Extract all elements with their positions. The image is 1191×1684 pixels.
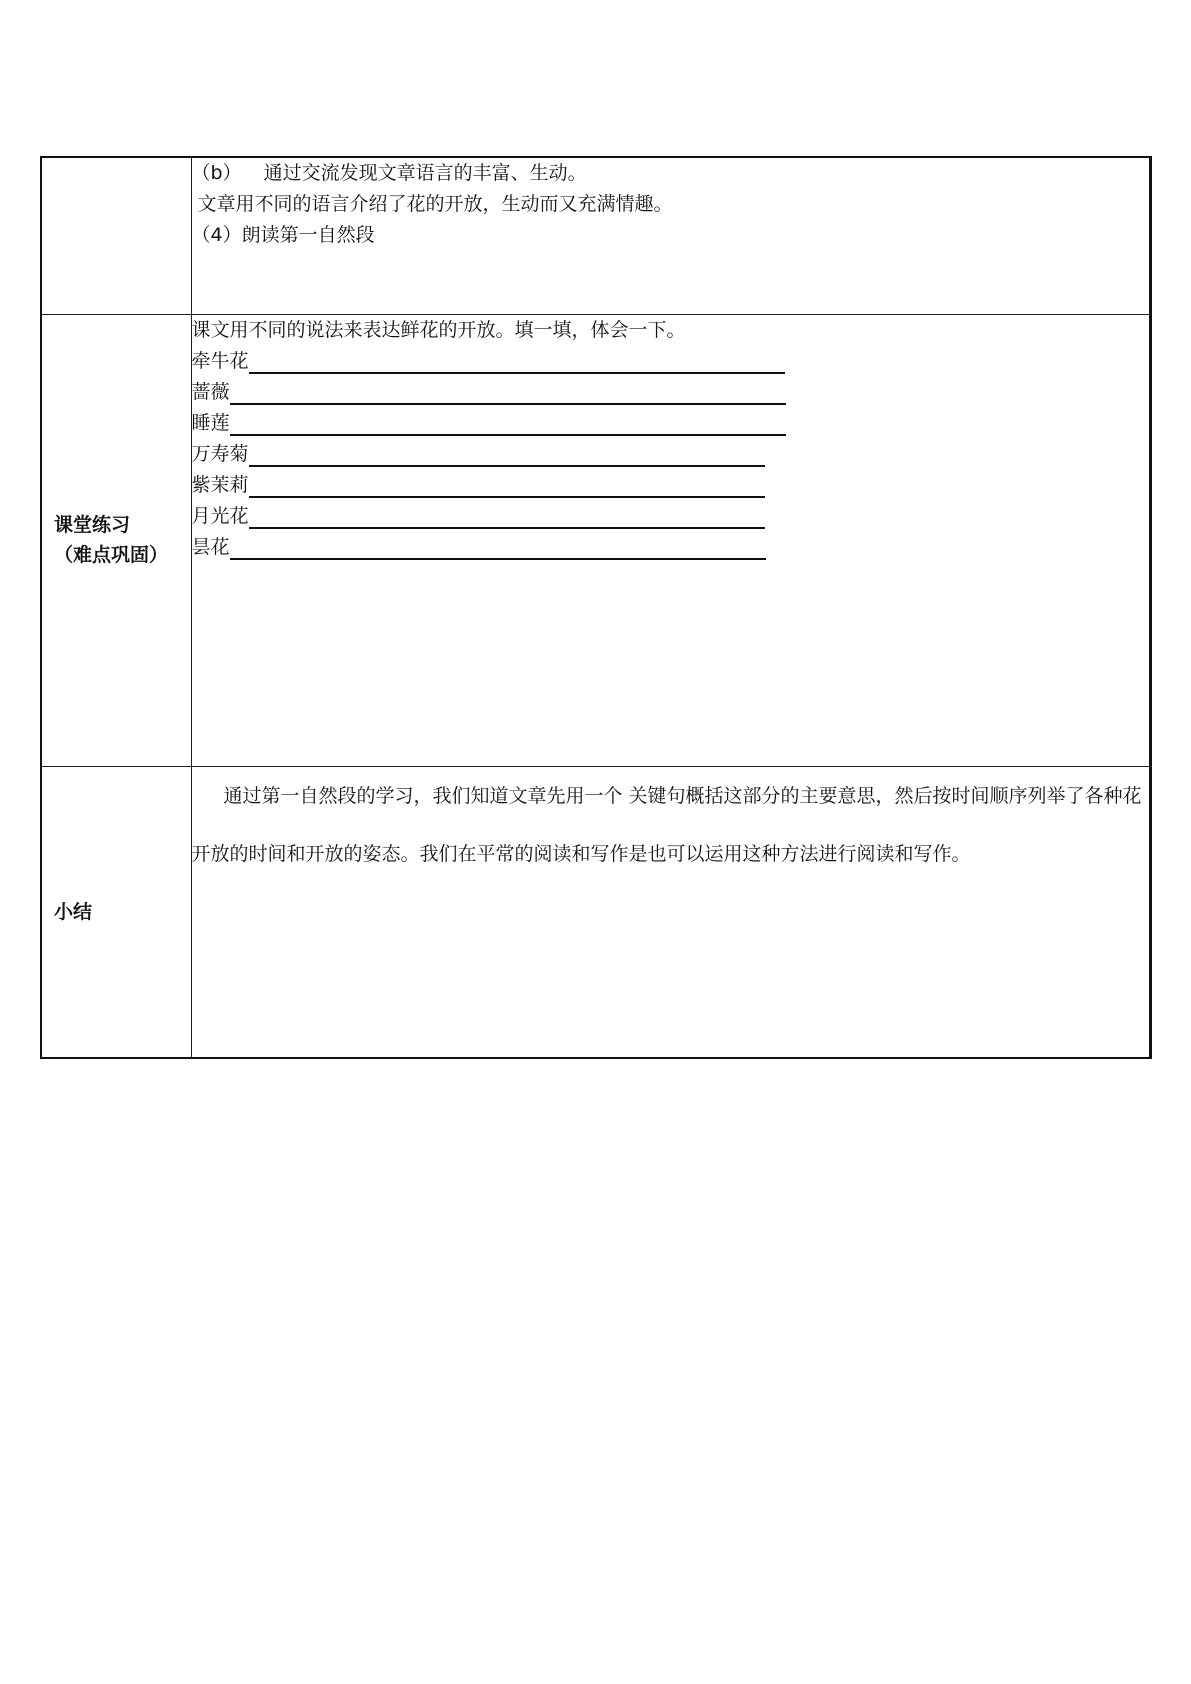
exercise-prompt: 课文用不同的说法来表达鲜花的开放。填一填，体会一下。 [191, 318, 686, 341]
section-label: 课堂练习 [54, 514, 131, 536]
fill-in-row [192, 377, 1150, 408]
answer-blank[interactable] [249, 442, 765, 467]
lesson-plan-table [40, 156, 1152, 1059]
row-label-cell [41, 314, 191, 766]
content-line [192, 220, 1150, 251]
answer-blank[interactable] [230, 411, 786, 436]
flower-name: 紫茉莉 [191, 473, 249, 496]
content-line [192, 158, 1150, 189]
flower-name: 牵牛花 [191, 349, 249, 372]
item-prefix: （b） [191, 162, 242, 184]
content-line: 文章用不同的语言介绍了花的开放，生动而又充满情趣。 [197, 193, 673, 215]
answer-blank[interactable] [230, 535, 766, 560]
flower-name: 月光花 [191, 504, 249, 527]
fill-in-row [192, 501, 1150, 532]
answer-blank[interactable] [249, 349, 785, 374]
row-content-cell [191, 157, 1151, 314]
fill-in-row [192, 346, 1150, 377]
flower-name: 万寿菊 [191, 442, 249, 465]
fill-in-row [192, 532, 1150, 563]
flower-name: 蔷薇 [191, 380, 230, 403]
row-label-cell [41, 766, 191, 1058]
line-text: 通过交流发现文章语言的丰富、生动。 [263, 162, 587, 184]
line-text: 朗读第一自然段 [241, 224, 375, 246]
item-prefix: （4） [191, 224, 242, 246]
fill-in-row [192, 470, 1150, 501]
summary-cell [191, 766, 1151, 1058]
answer-blank[interactable] [230, 380, 786, 405]
fill-in-row [192, 439, 1150, 470]
table-row [41, 314, 1151, 766]
table-row [41, 766, 1151, 1058]
section-sublabel: （难点巩固） [54, 544, 169, 566]
answer-blank[interactable] [249, 473, 765, 498]
row-label-cell [41, 157, 191, 314]
table-row [41, 157, 1151, 314]
exercise-cell [191, 314, 1151, 766]
answer-blank[interactable] [249, 504, 765, 529]
flower-name: 睡莲 [191, 411, 230, 434]
flower-name: 昙花 [191, 535, 230, 558]
summary-paragraph: 通过第一自然段的学习，我们知道文章先用一个 关键句概括这部分的主要意思，然后按时间顺序列举了各种花开放的时间和开放的姿态。我们在平常的阅读和写作是也可以运用这种方法进行阅读和写作。 [191, 784, 1142, 865]
section-label: 小结 [54, 900, 93, 923]
fill-in-row [192, 408, 1150, 439]
